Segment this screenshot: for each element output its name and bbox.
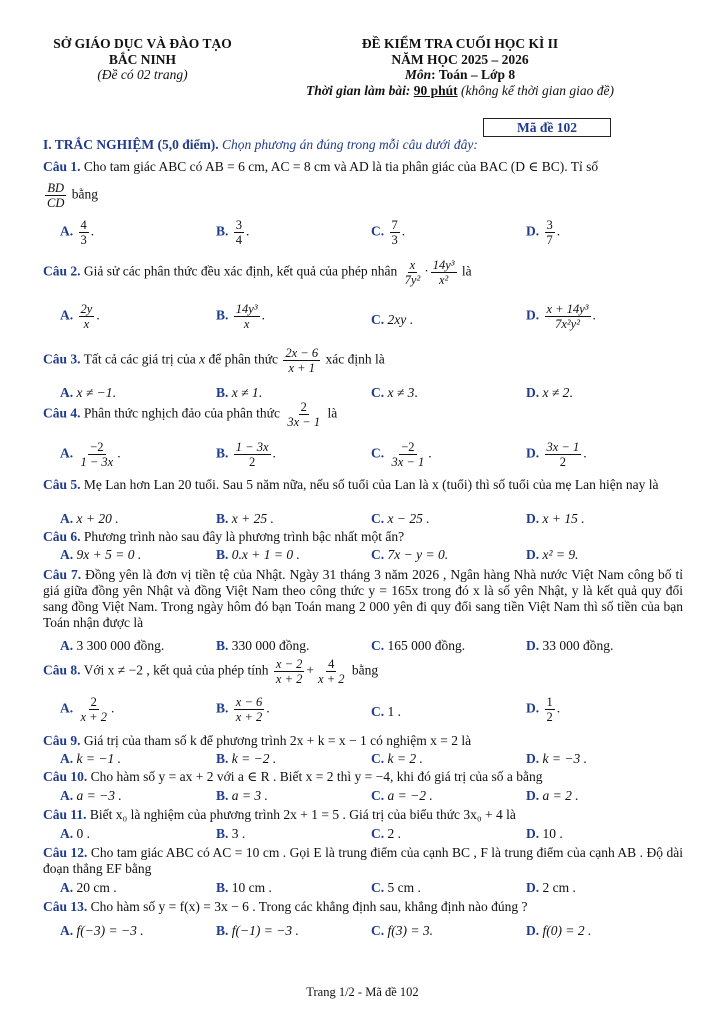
- q2-option-d: D. $\frac{\text{x + 14y³}}{\text{7x²y²}}$ .: [526, 302, 596, 331]
- q5-option-c: C. x − 25 .: [371, 511, 430, 526]
- q7-option-a: A. 3 300 000 đồng.: [60, 638, 165, 653]
- dept-line2: BẮC NINH: [108, 51, 177, 67]
- question-9: Câu 9. Giá trị của tham số k để phương trình 2x + k = x − 1 có nghiệm x = 2 là: [43, 733, 472, 748]
- q1-text: Cho tam giác ABC có AB = 6 cm, AC = 8 cm và AD là tia phân giác của BAC (D ∈ BC). Tỉ số: [83, 159, 599, 174]
- q2-option-c: C. 2xy .: [371, 312, 413, 327]
- q13-option-d: D. f(0) = 2 .: [526, 923, 592, 938]
- q10-option-a: A. a = −3 .: [60, 788, 122, 803]
- q4-option-a: A. $\frac{-2}{1 - 3x}$ .: [60, 440, 121, 469]
- q6-option-a: A. 9x + 5 = 0 .: [60, 547, 142, 562]
- dept-note: (Đề có 02 trang): [97, 67, 188, 82]
- q6-option-b: B. 0.x + 1 = 0 .: [216, 547, 300, 562]
- exam-title: ĐỀ KIỂM TRA CUỐI HỌC KÌ II: [361, 36, 559, 51]
- time-line: Thời gian làm bài: 90 phút (không kể thời gian giao đề): [305, 82, 615, 98]
- question-10: Câu 10. Cho hàm số y = ax + 2 với a ∈ R . Biết x = 2 thì y = −4, khi đó giá trị của số a bằng: [43, 769, 543, 784]
- page-footer: Trang 1/2 - Mã đề 102: [306, 985, 419, 999]
- q7-option-b: B. 330 000 đồng.: [216, 638, 310, 653]
- q7-option-c: C. 165 000 đồng.: [371, 638, 466, 653]
- question-3: Câu 3. Tất cả các giá trị của x để phân thức $\frac{2x - 6}{x + 1}$ xác định là: [43, 346, 385, 375]
- q9-option-d: D. k = −3 .: [526, 751, 587, 766]
- question-8: Câu 8. Với x ≠ −2 , kết quả của phép tính $\frac{x - 2}{x + 2}$ + $\frac{4}{x + 2}$ bằng: [43, 657, 379, 686]
- q3-option-a: A. x ≠ −1.: [60, 385, 116, 400]
- q1-option-a: A. $\frac{4}{3}$ .: [60, 218, 95, 247]
- q1-fraction-line: $\frac{BD}{CD}$ bằng: [47, 181, 98, 210]
- q8-option-c: C. 1 .: [371, 704, 401, 719]
- q2-option-b: B. $\frac{\text{14y³}}{x}$ .: [216, 302, 265, 331]
- q1-option-c: C. $\frac{7}{3}$ .: [371, 218, 406, 247]
- q13-option-a: A. f(−3) = −3 .: [60, 923, 144, 938]
- q5-option-a: A. x + 20 .: [60, 511, 119, 526]
- question-11: Câu 11. Biết x₀ là nghiệm của phương trình 2x + 1 = 5 . Giá trị của biểu thức 3x₀ + 4 là: [43, 807, 516, 822]
- q3-option-c: C. x ≠ 3.: [371, 385, 418, 400]
- q9-option-c: C. k = 2 .: [371, 751, 423, 766]
- question-4: Câu 4. Phân thức nghịch đảo của phân thức $\frac{2}{3x - 1}$ là: [43, 400, 338, 429]
- header-right: [295, 36, 625, 98]
- q4-option-b: B. $\frac{1 - 3x}{2}$ .: [216, 440, 276, 469]
- q4-option-c: C. $\frac{-2}{3x - 1}$ .: [371, 440, 432, 469]
- q12-option-c: C. 5 cm .: [371, 880, 421, 895]
- q3-option-d: D. x ≠ 2.: [526, 385, 573, 400]
- q8-option-a: A. $\frac{2}{x + 2}$ .: [60, 695, 115, 724]
- section-title: I. TRẮC NGHIỆM (5,0 điểm).: [43, 137, 219, 152]
- q12-option-b: B. 10 cm .: [216, 880, 272, 895]
- q10-option-b: B. a = 3 .: [216, 788, 268, 803]
- question-6: Câu 6. Phương trình nào sau đây là phương trình bậc nhất một ẩn?: [43, 529, 405, 544]
- q6-option-d: D. x² = 9.: [526, 547, 579, 562]
- exam-code-box: Mã đề 102: [483, 118, 611, 137]
- q3-option-b: B. x ≠ 1.: [216, 385, 263, 400]
- q1-ratio: $\frac{BD}{CD}$: [47, 181, 65, 210]
- school-year: NĂM HỌC 2025 – 2026: [391, 51, 529, 67]
- q11-option-b: B. 3 .: [216, 826, 246, 841]
- q9-option-a: A. k = −1 .: [60, 751, 121, 766]
- q13-option-b: B. f(−1) = −3 .: [216, 923, 299, 938]
- q8-option-d: D. $\frac{1}{2}$ .: [526, 695, 561, 724]
- q8-option-b: B. $\frac{x - 6}{x + 2}$ .: [216, 695, 270, 724]
- q11-option-c: C. 2 .: [371, 826, 401, 841]
- question-7: Câu 7. Đồng yên là đơn vị tiền tệ của Nhật. Ngày 31 tháng 3 năm 2026 , Ngân hàng Nhà nước Việt Nam công bố tỉ giá giữa đồng yên Nhật và đồng Việt Nam theo công thức y = 165x trong đó x là số yên Nhật, y là kết quả quy đổi sang đồng Việt Nam. Trong ngày hôm đó bạn Toán mang 2 000 yên đi quy đổi sang tiền Việt Nam thì số tiền của bạn Toán nhận được là: [43, 567, 683, 630]
- section-heading: [43, 137, 478, 153]
- q10-option-c: C. a = −2 .: [371, 788, 433, 803]
- q12-option-a: A. 20 cm .: [60, 880, 117, 895]
- q6-option-c: C. 7x − y = 0.: [371, 547, 449, 562]
- question-13: Câu 13. Cho hàm số y = f(x) = 3x − 6 . Trong các khẳng định sau, khẳng định nào đúng ?: [43, 899, 528, 914]
- question-2: Câu 2. Giả sử các phân thức đều xác định, kết quả của phép nhân $\frac{x}{\text{7y²}}$ · $\frac{\text{14y³}}{\text{x²}}$ là: [43, 258, 472, 287]
- q11-option-d: D. 10 .: [526, 826, 563, 841]
- q9-option-b: B. k = −2 .: [216, 751, 277, 766]
- q10-option-d: D. a = 2 .: [526, 788, 579, 803]
- q12-option-d: D. 2 cm .: [526, 880, 576, 895]
- q1-option-b: B. $\frac{3}{4}$ .: [216, 218, 250, 247]
- header-left: [40, 36, 245, 83]
- q7-option-d: D. 33 000 đồng.: [526, 638, 614, 653]
- q1-option-d: D. $\frac{3}{7}$ .: [526, 218, 561, 247]
- question-1: Câu 1. Cho tam giác ABC có AB = 6 cm, AC = 8 cm và AD là tia phân giác của BAC (D ∈ BC). Tỉ số: [43, 159, 599, 174]
- q4-option-d: D. $\frac{3x - 1}{2}$ .: [526, 440, 587, 469]
- question-12: Câu 12. Cho tam giác ABC có AC = 10 cm . Gọi E là trung điểm của cạnh BC , F là trung điểm của cạnh AB . Độ dài đoạn thẳng EF bằng: [43, 845, 683, 876]
- section-instruction: Chọn phương án đúng trong mỗi câu dưới đây:: [222, 137, 478, 152]
- q5-option-b: B. x + 25 .: [216, 511, 274, 526]
- q11-option-a: A. 0 .: [60, 826, 90, 841]
- subject-line: Môn: Toán – Lớp 8: [404, 67, 516, 82]
- q2-option-a: A. $\frac{2y}{x}$ .: [60, 302, 100, 331]
- question-5: Câu 5. Mẹ Lan hơn Lan 20 tuổi. Sau 5 năm nữa, nếu số tuổi của Lan là x (tuổi) thì số tuổi của mẹ Lan hiện nay là: [43, 477, 659, 492]
- q13-option-c: C. f(3) = 3.: [371, 923, 433, 938]
- q5-option-d: D. x + 15 .: [526, 511, 585, 526]
- dept-line1: SỞ GIÁO DỤC VÀ ĐÀO TẠO: [53, 36, 232, 51]
